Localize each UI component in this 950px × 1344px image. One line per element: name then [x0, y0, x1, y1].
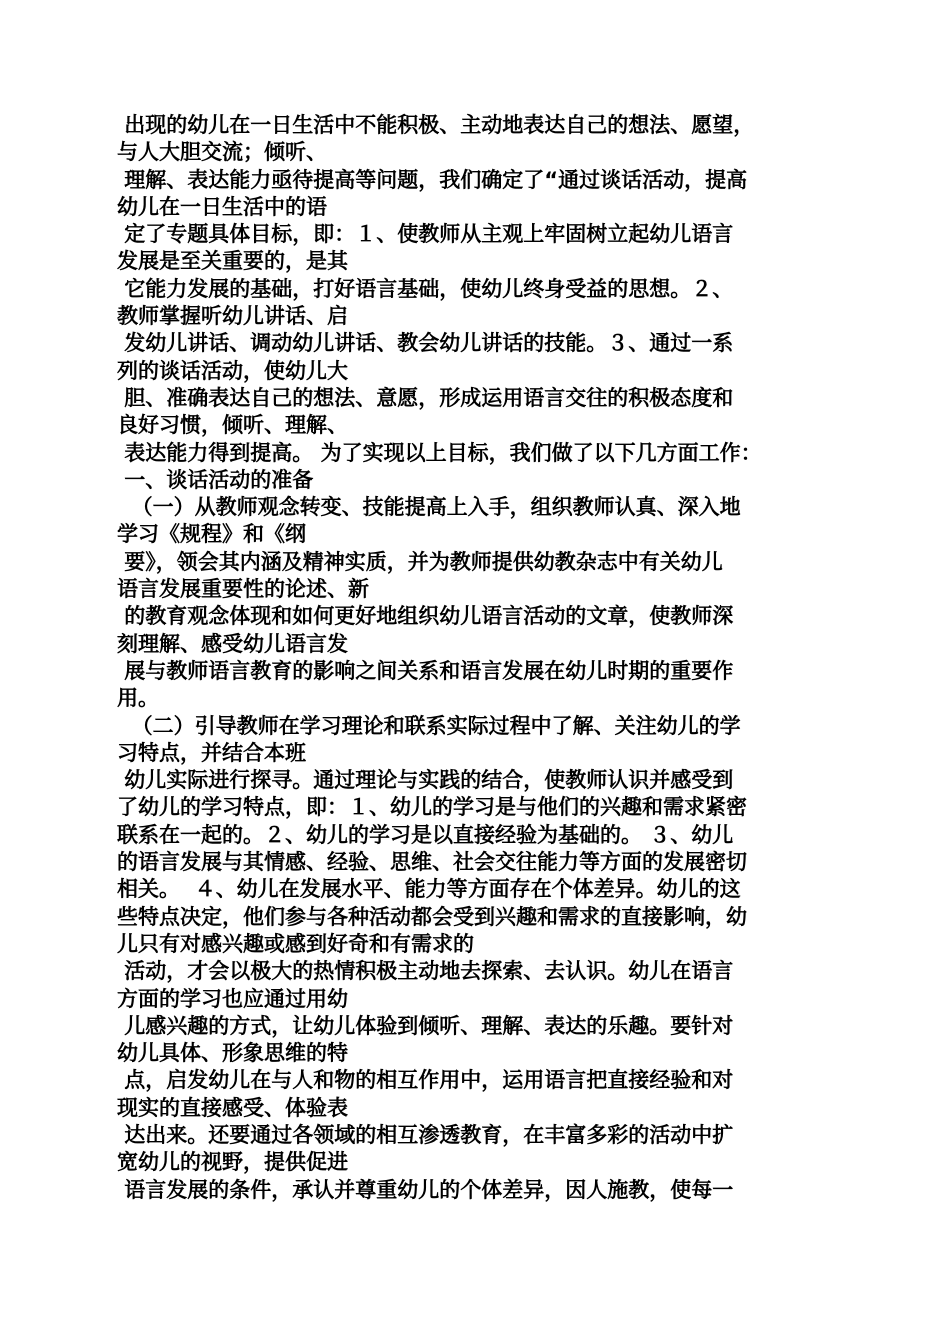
text-line: 出现的幼儿在一日生活中不能积极、主动地表达自己的想法、愿望，: [117, 113, 755, 137]
text-line: 理解、表达能力亟待提高等问题，我们确定了“通过谈话活动，提高: [117, 167, 748, 192]
text-line: 的语言发展与其情感、经验、思维、社会交往能力等方面的发展密切: [117, 850, 747, 875]
text-line: 胆、准确表达自己的想法、意愿，形成运用语言交往的积极态度和: [117, 385, 734, 410]
text-line: 列的谈话活动，使幼儿大: [117, 358, 348, 383]
text-line: （二）引导教师在学习理论和联系实际过程中了解、关注幼儿的学: [117, 713, 741, 738]
text-line: 教师掌握听幼儿讲话、启: [117, 304, 348, 329]
text-line: 幼儿实际进行探寻。通过理论与实践的结合，使教师认识并感受到: [117, 768, 734, 793]
text-line: 语言发展的条件，承认并尊重幼儿的个体差异，因人施教，使每一: [117, 1177, 734, 1202]
document-body: [117, 112, 837, 1204]
text-line: 语言发展重要性的论述、新: [117, 577, 369, 602]
text-line: 活动，才会以极大的热情积极主动地去探索、去认识。幼儿在语言: [117, 959, 734, 984]
text-line: 了幼儿的学习特点，即：１、幼儿的学习是与他们的兴趣和需求紧密: [117, 795, 747, 820]
text-line: 展与教师语言教育的影响之间关系和语言发展在幼儿时期的重要作: [117, 658, 734, 683]
text-line: 良好习惯，倾听、理解、: [117, 413, 348, 438]
text-line: 用。: [117, 686, 159, 711]
text-line: （一）从教师观念转变、技能提高上入手，组织教师认真、深入地: [117, 495, 741, 520]
text-line: 方面的学习也应通过用幼: [117, 986, 348, 1011]
text-line: 刻理解、感受幼儿语言发: [117, 631, 348, 656]
text-line: 定了专题具体目标，即：１、使教师从主观上牢固树立起幼儿语言: [117, 222, 734, 247]
text-line: 一、谈话活动的准备: [117, 467, 314, 492]
text-line: 学习《规程》和《纲: [117, 522, 306, 547]
text-line: 儿只有对感兴趣或感到好奇和有需求的: [117, 931, 474, 956]
text-line: 幼儿在一日生活中的语: [117, 194, 327, 219]
text-line: 发幼儿讲话、调动幼儿讲话、教会幼儿讲话的技能。３、通过一系: [117, 331, 734, 356]
text-line: 些特点决定，他们参与各种活动都会受到兴趣和需求的直接影响，幼: [117, 904, 747, 929]
text-line: 现实的直接感受、体验表: [117, 1095, 348, 1120]
text-line: 相关。 ４、幼儿在发展水平、能力等方面存在个体差异。幼儿的这: [117, 877, 741, 902]
text-line: 发展是至关重要的，是其: [117, 249, 348, 274]
text-line: 联系在一起的。２、幼儿的学习是以直接经验为基础的。 ３、幼儿: [117, 822, 734, 847]
text-line: 幼儿具体、形象思维的特: [117, 1041, 348, 1066]
text-line: 宽幼儿的视野，提供促进: [117, 1150, 348, 1175]
text-line: 要》，领会其内涵及精神实质，并为教师提供幼教杂志中有关幼儿: [117, 549, 723, 574]
text-line: 点，启发幼儿在与人和物的相互作用中，运用语言把直接经验和对: [117, 1068, 734, 1093]
text-line: 与人大胆交流；倾听、: [117, 140, 327, 165]
text-line: 达出来。还要通过各领域的相互渗透教育，在丰富多彩的活动中扩: [117, 1122, 734, 1147]
text-line: 它能力发展的基础，打好语言基础，使幼儿终身受益的思想。２、: [117, 276, 734, 301]
text-line: 习特点，并结合本班: [117, 740, 306, 765]
text-line: 的教育观念体现和如何更好地组织幼儿语言活动的文章，使教师深: [117, 604, 734, 629]
text-line: 儿感兴趣的方式，让幼儿体验到倾听、理解、表达的乐趣。要针对: [117, 1013, 734, 1038]
text-line: 表达能力得到提高。 为了实现以上目标，我们做了以下几方面工作：: [117, 440, 762, 465]
